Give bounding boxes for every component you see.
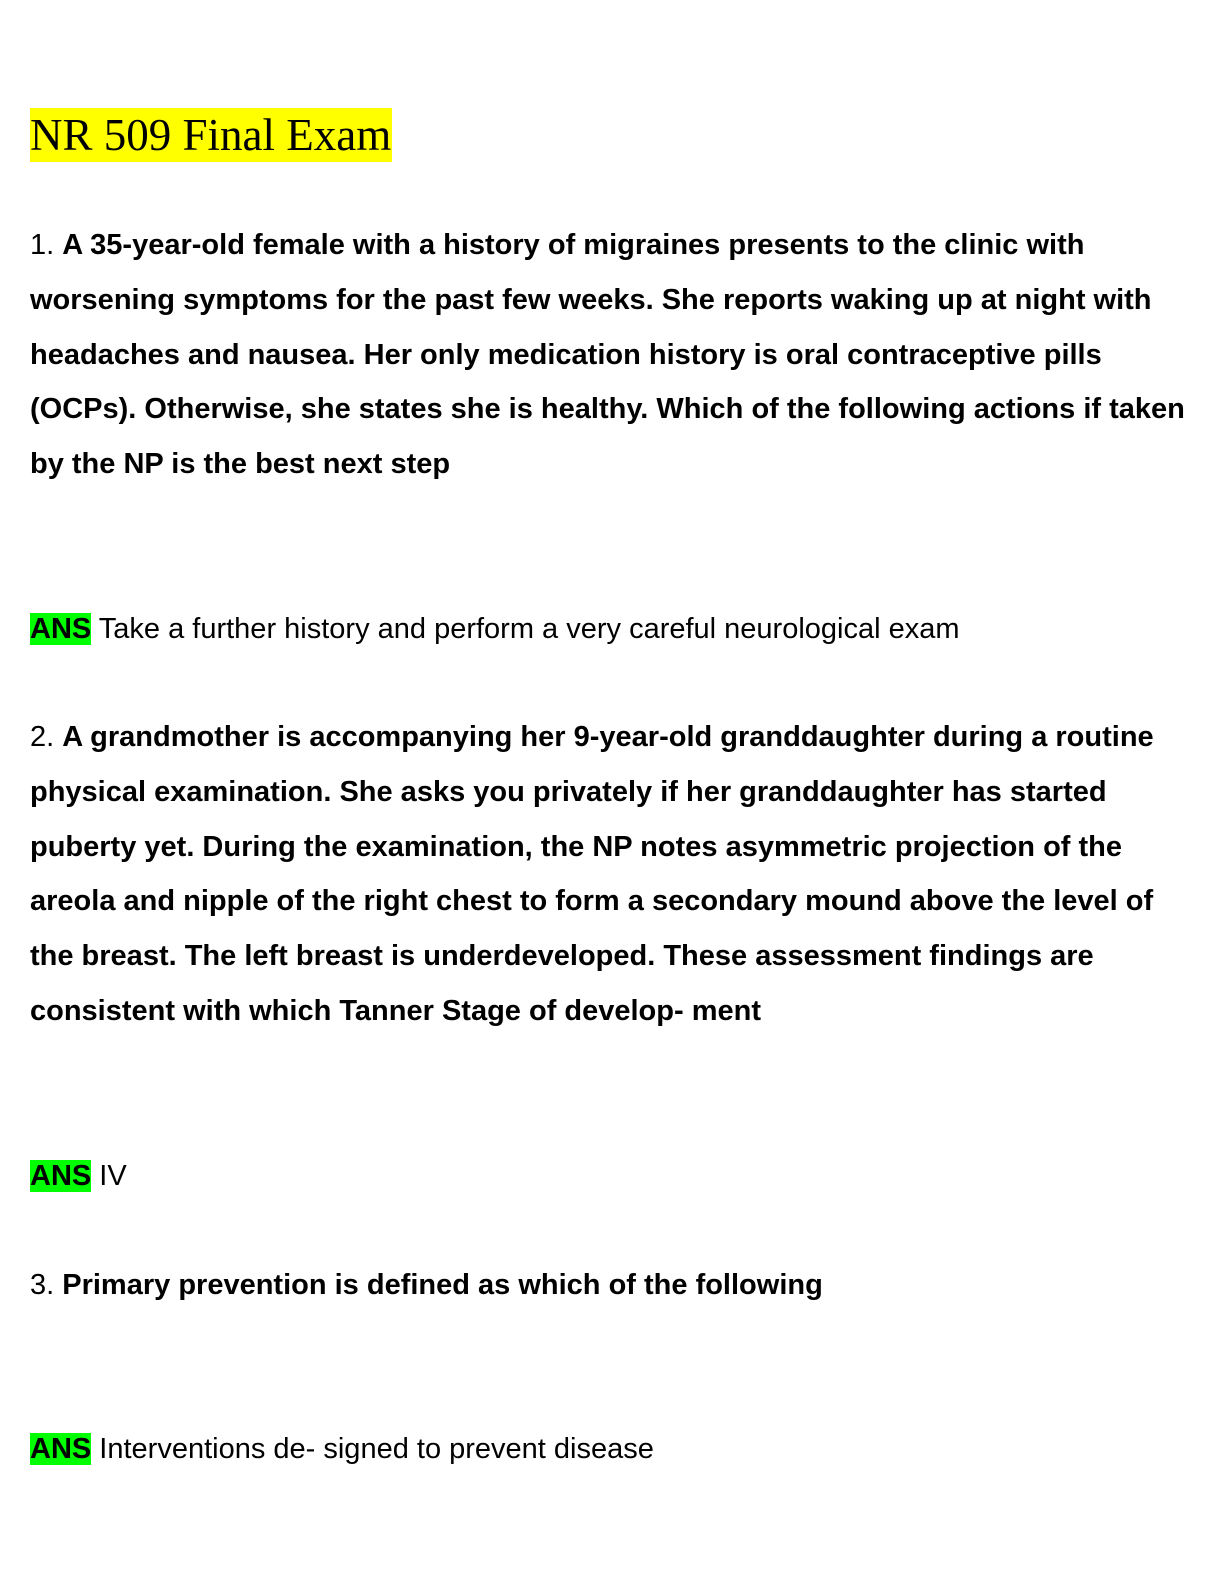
answer-text: Interventions de- signed to prevent disease	[99, 1433, 654, 1465]
page-title: NR 509 Final Exam	[30, 110, 392, 160]
answer-3	[30, 1422, 1195, 1477]
answer-label: ANS	[30, 613, 92, 645]
question-number: 3.	[30, 1269, 55, 1301]
question-2	[30, 710, 1195, 1039]
question-number: 1.	[30, 229, 55, 261]
question-1	[30, 218, 1195, 492]
question-text: A grandmother is accompanying her 9-year-old granddaughter during a routine physical examination. She asks you privately if her granddaughter has started puberty yet. During the examination, the NP notes asymmetric projection of the areola and nipple of the right chest to form a secondary mound above the level of the breast. The left breast is underdeveloped. These assessment findings are consistent with which Tanner Stage of develop- ment	[30, 721, 1154, 1027]
answer-text: IV	[99, 1160, 127, 1192]
answer-2	[30, 1149, 1195, 1204]
question-number: 2.	[30, 721, 55, 753]
answer-label: ANS	[30, 1160, 92, 1192]
question-text: A 35-year-old female with a history of migraines presents to the clinic with worsening symptoms for the past few weeks. She reports waking up at night with headaches and nausea. Her only medication history is oral contraceptive pills (OCPs). Otherwise, she states she is healthy. Which of the following actions if taken by the NP is the best next step	[30, 229, 1185, 481]
answer-1	[30, 602, 1195, 657]
question-text: Primary prevention is defined as which of the following	[62, 1269, 823, 1301]
answer-label: ANS	[30, 1433, 92, 1465]
question-3	[30, 1258, 1195, 1313]
answer-text: Take a further history and perform a very careful neurological exam	[98, 613, 960, 645]
